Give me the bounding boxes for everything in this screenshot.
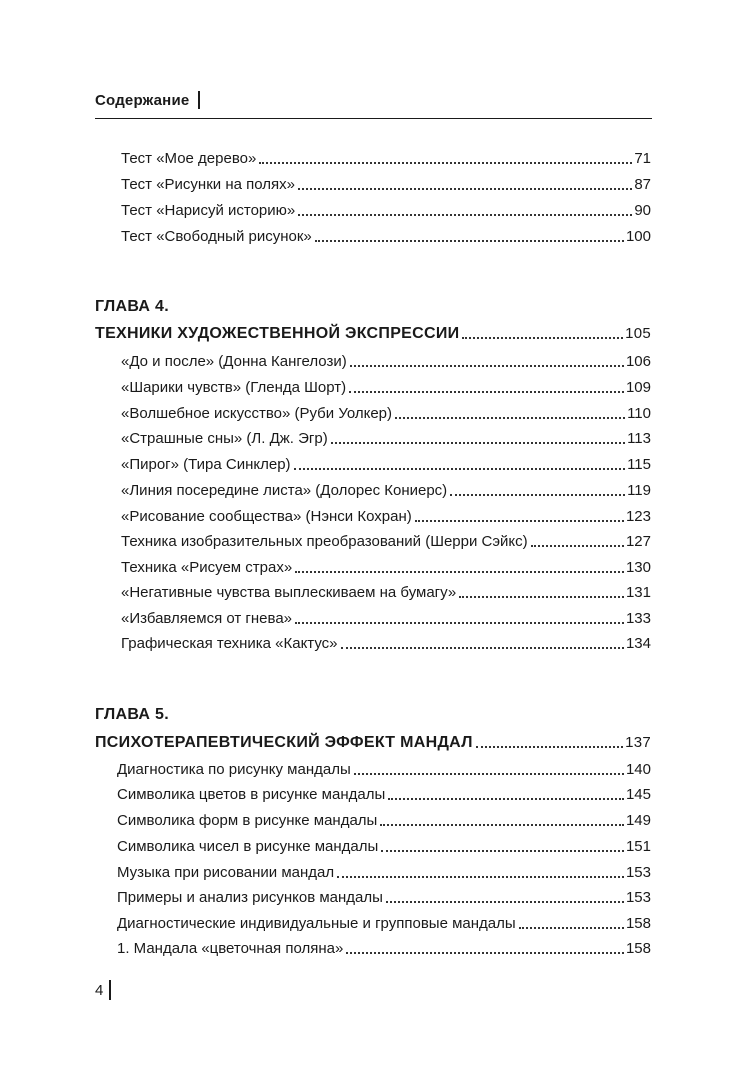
chapter-5-heading[interactable]: [95, 734, 651, 752]
toc-entry-page: 106: [625, 353, 651, 370]
toc-leader-dots: [381, 850, 624, 852]
toc-entry[interactable]: [121, 176, 651, 194]
toc-entry-title: Техника изобразительных преобразований (Шерри Сэйкс): [121, 533, 528, 550]
toc-entry[interactable]: [121, 584, 651, 602]
toc-entry-page: 90: [634, 202, 651, 219]
toc-leader-dots: [462, 337, 623, 339]
toc-entry[interactable]: [121, 482, 651, 500]
toc-leader-dots: [349, 391, 624, 393]
toc-entry[interactable]: [121, 405, 651, 423]
toc-entry-title: Символика цветов в рисунке мандалы: [117, 786, 386, 803]
toc-entry-title: Тест «Рисунки на полях»: [121, 176, 295, 193]
footer-separator: [109, 980, 111, 1000]
chapter-5-title: ПСИХОТЕРАПЕВТИЧЕСКИЙ ЭФФЕКТ МАНДАЛ: [95, 734, 473, 751]
toc-entry-page: 153: [625, 889, 651, 906]
toc-leader-dots: [386, 901, 624, 903]
toc-leader-dots: [315, 240, 624, 242]
toc-entry-page: 100: [625, 228, 651, 245]
toc-entry[interactable]: [121, 379, 651, 397]
toc-entry-page: 71: [634, 150, 651, 167]
toc-leader-dots: [476, 746, 623, 748]
chapter-4-page: 105: [625, 325, 651, 342]
toc-entry-title: «Страшные сны» (Л. Дж. Эгр): [121, 430, 328, 447]
page-number: 4: [95, 981, 104, 999]
toc-entry-page: 119: [627, 482, 651, 499]
toc-entry[interactable]: [117, 940, 651, 958]
toc-entry-page: 145: [625, 786, 651, 803]
toc-entry[interactable]: [121, 456, 651, 474]
toc-leader-dots: [259, 162, 632, 164]
page-footer: [95, 980, 111, 1000]
running-header-title: Содержание: [95, 91, 190, 109]
toc-entry[interactable]: [121, 610, 651, 628]
header-rule: [95, 118, 652, 119]
toc-entry-title: Техника «Рисуем страх»: [121, 559, 293, 576]
toc-entry-title: Символика чисел в рисунке мандалы: [117, 838, 379, 855]
toc-entry-page: 133: [625, 610, 651, 627]
toc-entry-title: Графическая техника «Кактус»: [121, 635, 338, 652]
toc-leader-dots: [337, 876, 624, 878]
toc-entry-page: 123: [625, 508, 651, 525]
toc-leader-dots: [331, 442, 625, 444]
toc-entry[interactable]: [121, 228, 651, 246]
toc-entry-title: «До и после» (Донна Кангелози): [121, 353, 347, 370]
toc-leader-dots: [294, 468, 626, 470]
toc-entry[interactable]: [121, 508, 651, 526]
toc-entry-title: «Рисование сообщества» (Нэнси Кохран): [121, 508, 412, 525]
toc-entry-page: 113: [627, 430, 651, 447]
toc-leader-dots: [450, 494, 625, 496]
toc-leader-dots: [519, 927, 624, 929]
toc-entry-title: Тест «Мое дерево»: [121, 150, 257, 167]
toc-entry-page: 153: [625, 864, 651, 881]
toc-entry-title: Диагностические индивидуальные и групповые мандалы: [117, 915, 516, 932]
toc-entry-title: 1. Мандала «цветочная поляна»: [117, 940, 344, 957]
toc-entry[interactable]: [121, 150, 651, 168]
toc-entry-page: 87: [634, 176, 651, 193]
toc-entry[interactable]: [121, 559, 651, 577]
toc-entry-page: 115: [627, 456, 651, 473]
toc-entry-title: «Пирог» (Тира Синклер): [121, 456, 291, 473]
toc-entry-page: 127: [625, 533, 651, 550]
toc-leader-dots: [350, 365, 624, 367]
toc-leader-dots: [380, 824, 624, 826]
toc-entry-title: «Волшебное искусство» (Руби Уолкер): [121, 405, 393, 422]
toc-entry[interactable]: [117, 761, 651, 779]
toc-entry-page: 109: [625, 379, 651, 396]
toc-entry-title: Музыка при рисовании мандал: [117, 864, 335, 881]
toc-entry[interactable]: [121, 635, 651, 653]
toc-leader-dots: [531, 545, 624, 547]
toc-entry[interactable]: [117, 786, 651, 804]
toc-entry[interactable]: [117, 915, 651, 933]
toc-leader-dots: [415, 520, 624, 522]
chapter-5-label: ГЛАВА 5.: [95, 706, 169, 723]
toc-leader-dots: [298, 188, 632, 190]
toc-entry-page: 151: [625, 838, 651, 855]
chapter-5-page: 137: [625, 734, 651, 751]
toc-entry-title: Примеры и анализ рисунков мандалы: [117, 889, 383, 906]
toc-entry[interactable]: [117, 889, 651, 907]
toc-entry-title: Тест «Нарисуй историю»: [121, 202, 296, 219]
toc-entry[interactable]: [121, 202, 651, 220]
toc-entry-title: Тест «Свободный рисунок»: [121, 228, 312, 245]
toc-entry-page: 149: [625, 812, 651, 829]
toc-entry[interactable]: [117, 812, 651, 830]
toc-leader-dots: [354, 773, 624, 775]
toc-entry-page: 110: [627, 405, 651, 422]
toc-leader-dots: [459, 596, 624, 598]
toc-entry-title: «Линия посередине листа» (Долорес Кониерс): [121, 482, 448, 499]
chapter-4-title: ТЕХНИКИ ХУДОЖЕСТВЕННОЙ ЭКСПРЕССИИ: [95, 325, 460, 342]
toc-leader-dots: [346, 952, 624, 954]
toc-entry-title: «Негативные чувства выплескиваем на бумагу»: [121, 584, 457, 601]
toc-leader-dots: [395, 417, 625, 419]
toc-leader-dots: [295, 571, 624, 573]
chapter-4-heading[interactable]: [95, 325, 651, 343]
toc-entry[interactable]: [117, 864, 651, 882]
toc-leader-dots: [341, 647, 624, 649]
toc-entry-title: Диагностика по рисунку мандалы: [117, 761, 351, 778]
toc-leader-dots: [298, 214, 632, 216]
toc-entry-page: 134: [625, 635, 651, 652]
running-header: [95, 91, 200, 109]
toc-entry-page: 158: [625, 940, 651, 957]
chapter-4-label: ГЛАВА 4.: [95, 298, 169, 315]
toc-entry-page: 158: [625, 915, 651, 932]
header-separator: [198, 91, 200, 109]
toc-entry[interactable]: [121, 430, 651, 448]
toc-entry-title: «Шарики чувств» (Гленда Шорт): [121, 379, 347, 396]
toc-entry-page: 130: [625, 559, 651, 576]
toc-leader-dots: [388, 798, 624, 800]
toc-entry-title: «Избавляемся от гнева»: [121, 610, 292, 627]
toc-leader-dots: [295, 622, 624, 624]
toc-entry[interactable]: [121, 533, 651, 551]
toc-entry[interactable]: [117, 838, 651, 856]
toc-entry-title: Символика форм в рисунке мандалы: [117, 812, 378, 829]
toc-entry-page: 131: [625, 584, 651, 601]
toc-entry[interactable]: [121, 353, 651, 371]
toc-entry-page: 140: [625, 761, 651, 778]
